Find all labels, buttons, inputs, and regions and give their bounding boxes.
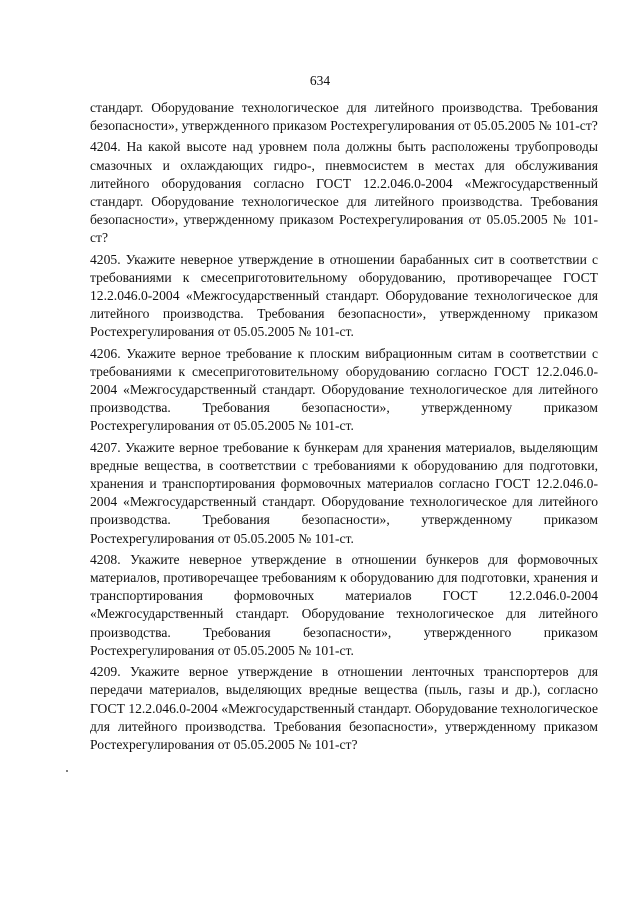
question-4206: 4206. Укажите верное требование к плоским вибрационным ситам в соответствии с требованиями к смесеприготовительному оборудованию согласно ГОСТ 12.2.046.0-2004 «Межгосударственный стандарт. Оборудование технологическое для литейного производства. Требования безопасности», утвержденному приказом Ростехрегулирования от 05.05.2005 № 101-ст. bbox=[90, 345, 598, 434]
question-4208: 4208. Укажите неверное утверждение в отношении бункеров для формовочных материалов, противоречащее требованиям к оборудованию для подготовки, хранения и транспортирования формовочных материалов ГОСТ 12.2.046.0-2004 «Межгосударственный стандарт. Оборудование технологическое для литейного производства. Требования безопасности», утвержденного приказом Ростехрегулирования от 05.05.2005 № 101-ст. bbox=[90, 551, 598, 658]
question-4209: 4209. Укажите верное утверждение в отношении ленточных транспортеров для передачи материалов, выделяющих вредные вещества (пыль, газы и др.), согласно ГОСТ 12.2.046.0-2004 «Межгосударственный стандарт. Оборудование технологическое для литейного производства. Требования безопасности», утвержденному приказом Ростехрегулирования от 05.05.2005 № 101-ст? bbox=[90, 664, 598, 752]
scan-speck bbox=[66, 770, 68, 772]
page-number: 634 bbox=[309, 73, 331, 88]
paragraph-continuation: стандарт. Оборудование технологическое для литейного производства. Требования безопасности», утвержденного приказом Ростехрегулирования от 05.05.2005 № 101-ст? bbox=[90, 100, 598, 134]
question-4205: 4205. Укажите неверное утверждение в отношении барабанных сит в соответствии с требованиями к смесеприготовительному оборудованию, противоречащее ГОСТ 12.2.046.0-2004 «Межгосударственный стандарт. Оборудование технологическое для литейного производства. Требования безопасности», утвержденному приказом Ростехрегулирования от 05.05.2005 № 101-ст. bbox=[90, 251, 598, 340]
question-4204: 4204. На какой высоте над уровнем пола должны быть расположены трубопроводы смазочных и охлаждающих гидро-, пневмосистем в местах для обслуживания литейного оборудования согласно ГОСТ 12.2.046.0-2004 «Межгосударственный стандарт. Оборудование технологическое для литейного производства. Требования безопасности», утвержденному приказом Ростехрегулирования от 05.05.2005 № 101-ст? bbox=[90, 139, 598, 246]
page-body bbox=[90, 99, 598, 754]
question-4207: 4207. Укажите верное требование к бункерам для хранения материалов, выделяющим вредные вещества, в соответствии с требованиями к оборудованию для подготовки, хранения и транспортирования формовочных материалов согласно ГОСТ 12.2.046.0-2004 «Межгосударственный стандарт. Оборудование технологическое для литейного производства. Требования безопасности», утвержденному приказом Ростехрегулирования от 05.05.2005 № 101-ст. bbox=[90, 439, 598, 546]
